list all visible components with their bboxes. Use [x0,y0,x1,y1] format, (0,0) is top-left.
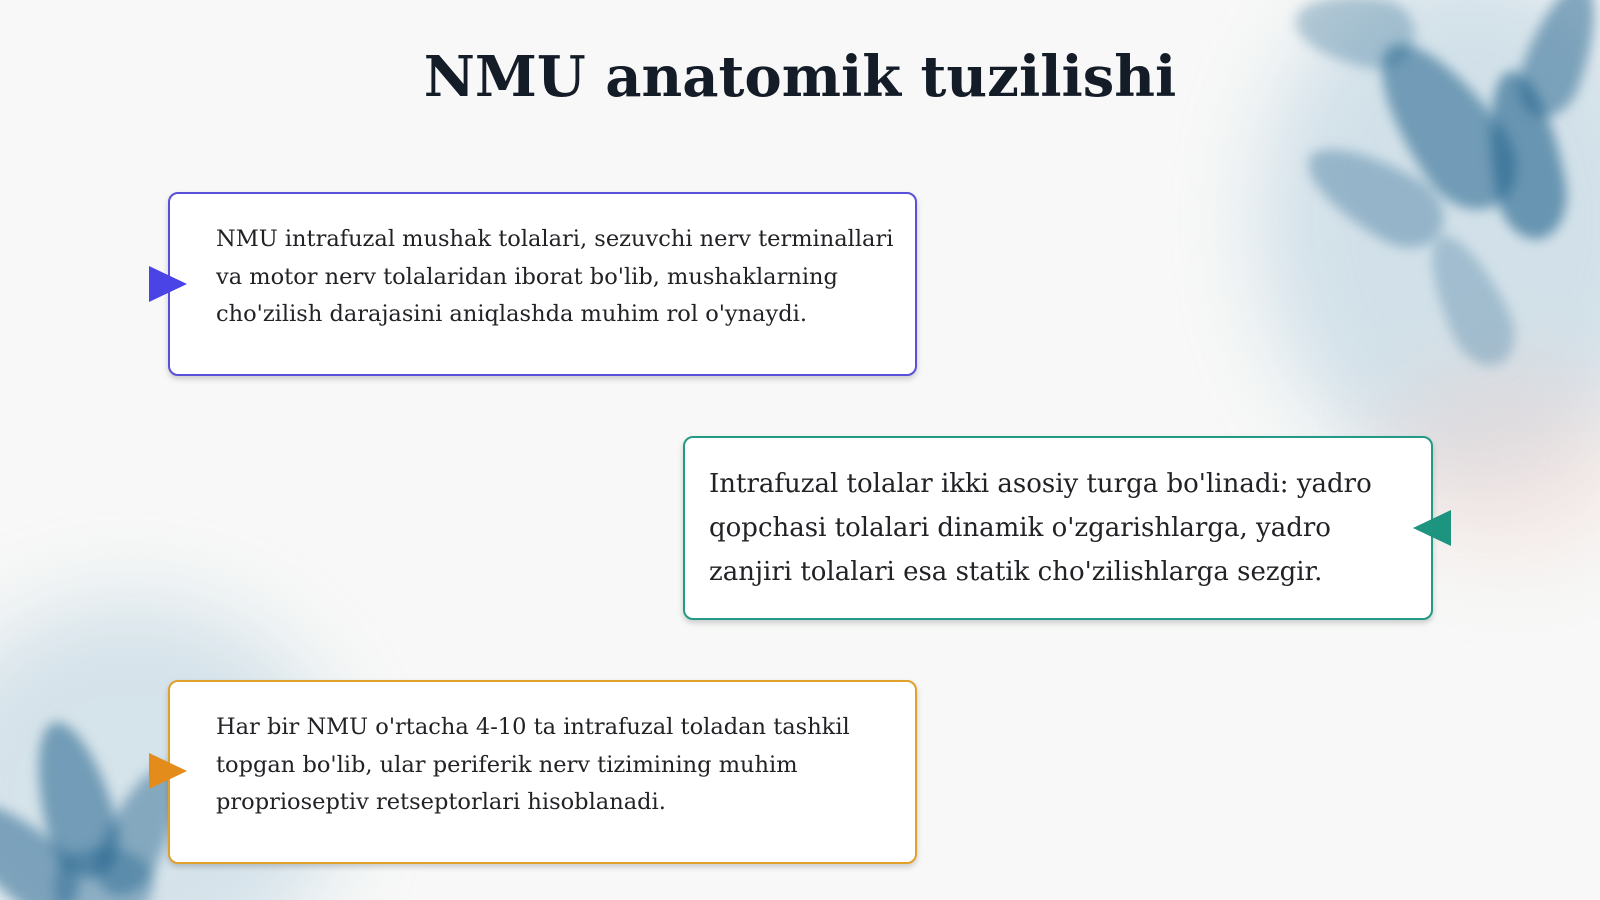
card-text: NMU intrafuzal mushak tolalari, sezuvchi nerv terminallari va motor nerv tolalaridan iborat bo'lib, mushaklarning cho'zilish darajasini aniqlashda muhim rol o'ynaydi. [216,226,894,327]
info-card-fiber-count [168,680,917,864]
triangle-marker-icon [149,753,187,789]
card-text: Intrafuzal tolalar ikki asosiy turga bo'linadi: yadro qopchasi tolalari dinamik o'zgarishlarga, yadro zanjiri tolalari esa statik cho'zilishlarga sezgir. [709,469,1372,587]
info-card-structure [168,192,917,376]
slide-title: NMU anatomik tuzilishi [423,44,1177,110]
info-card-fiber-types [683,436,1433,620]
triangle-marker-icon [1413,510,1451,546]
triangle-marker-icon [149,266,187,302]
card-text: Har bir NMU o'rtacha 4-10 ta intrafuzal toladan tashkil topgan bo'lib, ular periferik nerv tizimining muhim proprioseptiv retseptorlari hisoblanadi. [216,714,850,815]
